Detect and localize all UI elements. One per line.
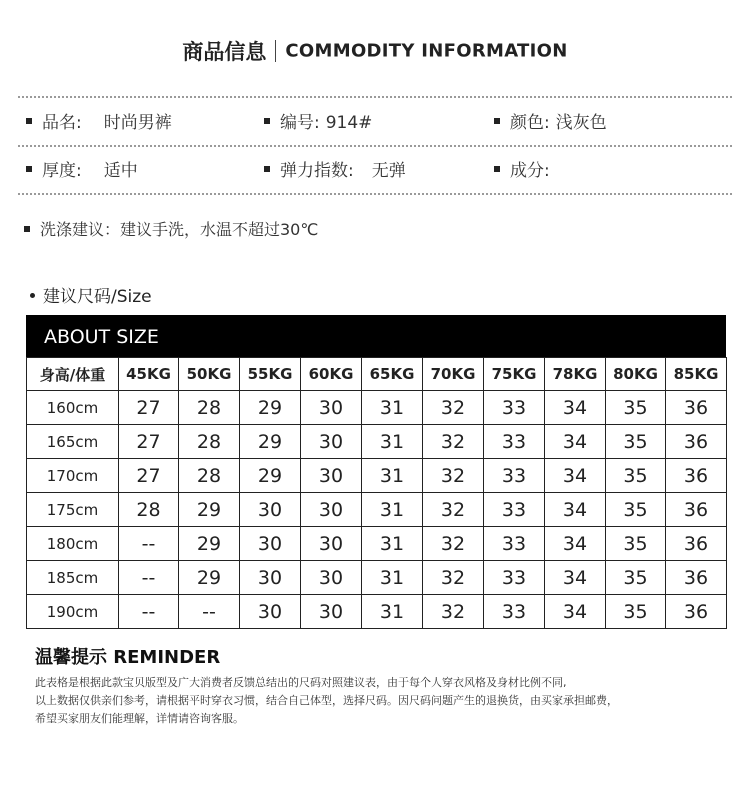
height-cell: 180cm xyxy=(27,527,119,561)
size-cell: 36 xyxy=(666,391,727,425)
info-item-name xyxy=(26,108,172,138)
size-cell: 36 xyxy=(666,561,727,595)
size-cell: 32 xyxy=(423,493,484,527)
info-value: 914# xyxy=(325,113,373,133)
reminder-line: 希望买家朋友们能理解，详情请咨询客服。 xyxy=(35,712,244,725)
table-row xyxy=(27,595,727,629)
size-cell: 27 xyxy=(119,459,179,493)
size-cell: 28 xyxy=(179,391,240,425)
header-weight-cell: 70KG xyxy=(423,358,484,391)
size-section-title xyxy=(30,283,152,311)
wash-text: 洗涤建议：建议手洗，水温不超过30℃ xyxy=(40,220,319,239)
size-cell: 31 xyxy=(362,493,423,527)
size-cell: 36 xyxy=(666,493,727,527)
header-weight-cell: 55KG xyxy=(240,358,301,391)
header-title-en: COMMODITY INFORMATION xyxy=(285,40,568,62)
height-cell: 185cm xyxy=(27,561,119,595)
info-value: 时尚男裤 xyxy=(103,113,172,133)
bullet-icon xyxy=(494,118,500,124)
size-cell: 34 xyxy=(545,527,606,561)
size-cell: 32 xyxy=(423,595,484,629)
size-cell: 36 xyxy=(666,425,727,459)
size-cell: 34 xyxy=(545,561,606,595)
dotted-divider xyxy=(18,96,732,98)
size-cell: 32 xyxy=(423,527,484,561)
size-cell: 35 xyxy=(606,595,666,629)
size-cell: 31 xyxy=(362,459,423,493)
size-cell: 29 xyxy=(240,391,301,425)
info-label: 编号: xyxy=(280,113,320,133)
size-cell: -- xyxy=(179,595,240,629)
size-cell: 28 xyxy=(119,493,179,527)
size-cell: 36 xyxy=(666,459,727,493)
size-cell: 30 xyxy=(301,425,362,459)
header-weight-cell: 60KG xyxy=(301,358,362,391)
size-cell: 30 xyxy=(301,595,362,629)
bullet-icon xyxy=(26,166,32,172)
height-cell: 165cm xyxy=(27,425,119,459)
bullet-icon xyxy=(26,118,32,124)
info-value: 适中 xyxy=(103,161,138,181)
bullet-icon xyxy=(494,166,500,172)
size-cell: 27 xyxy=(119,425,179,459)
size-cell: 36 xyxy=(666,527,727,561)
size-cell: 34 xyxy=(545,391,606,425)
size-cell: 30 xyxy=(240,561,301,595)
wash-advice xyxy=(24,215,318,245)
info-row-1 xyxy=(0,108,750,138)
size-cell: -- xyxy=(119,527,179,561)
reminder-title: 温馨提示 REMINDER xyxy=(35,647,221,668)
size-cell: 30 xyxy=(240,527,301,561)
page-header xyxy=(0,36,750,66)
header-divider xyxy=(275,40,276,62)
size-cell: 35 xyxy=(606,425,666,459)
info-label: 成分: xyxy=(510,161,550,181)
height-cell: 175cm xyxy=(27,493,119,527)
header-height-weight: 身高/体重 xyxy=(27,358,119,391)
header-weight-cell: 45KG xyxy=(119,358,179,391)
bullet-icon xyxy=(264,118,270,124)
info-item-elasticity xyxy=(264,156,406,186)
size-cell: 34 xyxy=(545,595,606,629)
size-cell: 31 xyxy=(362,595,423,629)
size-cell: 33 xyxy=(484,459,545,493)
size-cell: -- xyxy=(119,595,179,629)
size-cell: 33 xyxy=(484,595,545,629)
size-cell: 34 xyxy=(545,459,606,493)
size-cell: 29 xyxy=(179,527,240,561)
info-label: 厚度: xyxy=(42,161,82,181)
size-cell: 28 xyxy=(179,459,240,493)
size-cell: 28 xyxy=(179,425,240,459)
reminder-text xyxy=(35,674,735,728)
reminder-line: 此表格是根据此款宝贝版型及广大消费者反馈总结出的尺码对照建议表，由于每个人穿衣风格及身材比例不同, xyxy=(35,676,567,689)
size-cell: 31 xyxy=(362,561,423,595)
size-cell: 34 xyxy=(545,425,606,459)
size-table-container xyxy=(26,315,726,629)
size-cell: 35 xyxy=(606,459,666,493)
size-cell: 36 xyxy=(666,595,727,629)
size-cell: 29 xyxy=(179,493,240,527)
size-cell: 32 xyxy=(423,561,484,595)
header-weight-cell: 75KG xyxy=(484,358,545,391)
info-label: 品名: xyxy=(42,113,82,133)
dot-icon xyxy=(30,293,35,298)
info-label: 弹力指数: xyxy=(280,161,354,181)
size-cell: 35 xyxy=(606,493,666,527)
table-row xyxy=(27,459,727,493)
header-weight-cell: 80KG xyxy=(606,358,666,391)
size-cell: 30 xyxy=(301,459,362,493)
size-cell: 33 xyxy=(484,391,545,425)
size-cell: 30 xyxy=(240,595,301,629)
dotted-divider xyxy=(18,145,732,147)
info-item-color xyxy=(494,108,607,138)
size-cell: 27 xyxy=(119,391,179,425)
size-cell: 32 xyxy=(423,425,484,459)
size-cell: 29 xyxy=(240,425,301,459)
height-cell: 160cm xyxy=(27,391,119,425)
info-item-material xyxy=(494,156,556,186)
height-cell: 190cm xyxy=(27,595,119,629)
table-row xyxy=(27,493,727,527)
info-item-code xyxy=(264,108,372,138)
size-cell: 32 xyxy=(423,459,484,493)
size-cell: -- xyxy=(119,561,179,595)
header-weight-cell: 50KG xyxy=(179,358,240,391)
info-value: 无弹 xyxy=(371,161,406,181)
size-cell: 34 xyxy=(545,493,606,527)
height-cell: 170cm xyxy=(27,459,119,493)
size-cell: 33 xyxy=(484,561,545,595)
header-weight-cell: 85KG xyxy=(666,358,727,391)
bullet-icon xyxy=(264,166,270,172)
size-cell: 33 xyxy=(484,527,545,561)
table-row xyxy=(27,425,727,459)
size-cell: 30 xyxy=(301,561,362,595)
size-table xyxy=(26,357,727,629)
header-title-cn: 商品信息 xyxy=(182,40,267,64)
size-title-text: 建议尺码/Size xyxy=(43,287,152,307)
table-row xyxy=(27,527,727,561)
info-row-2 xyxy=(0,156,750,186)
size-table-header-row xyxy=(27,358,727,391)
size-cell: 33 xyxy=(484,493,545,527)
info-label: 颜色: xyxy=(510,113,550,133)
size-cell: 31 xyxy=(362,391,423,425)
size-cell: 30 xyxy=(301,493,362,527)
size-cell: 35 xyxy=(606,561,666,595)
size-cell: 29 xyxy=(179,561,240,595)
dotted-divider xyxy=(18,193,732,195)
table-row xyxy=(27,561,727,595)
info-item-thickness xyxy=(26,156,138,186)
size-cell: 32 xyxy=(423,391,484,425)
reminder-line: 以上数据仅供亲们参考，请根据平时穿衣习惯，结合自己体型，选择尺码。因尺码问题产生的退换货，由买家承担邮费， xyxy=(35,694,618,707)
size-cell: 30 xyxy=(301,527,362,561)
size-cell: 31 xyxy=(362,425,423,459)
size-cell: 30 xyxy=(301,391,362,425)
size-cell: 33 xyxy=(484,425,545,459)
header-weight-cell: 78KG xyxy=(545,358,606,391)
bullet-icon xyxy=(24,226,30,232)
size-cell: 35 xyxy=(606,391,666,425)
size-cell: 30 xyxy=(240,493,301,527)
table-row xyxy=(27,391,727,425)
size-cell: 29 xyxy=(240,459,301,493)
size-cell: 31 xyxy=(362,527,423,561)
about-size-bar: ABOUT SIZE xyxy=(26,315,726,357)
header-weight-cell: 65KG xyxy=(362,358,423,391)
info-value: 浅灰色 xyxy=(555,113,607,133)
size-cell: 35 xyxy=(606,527,666,561)
